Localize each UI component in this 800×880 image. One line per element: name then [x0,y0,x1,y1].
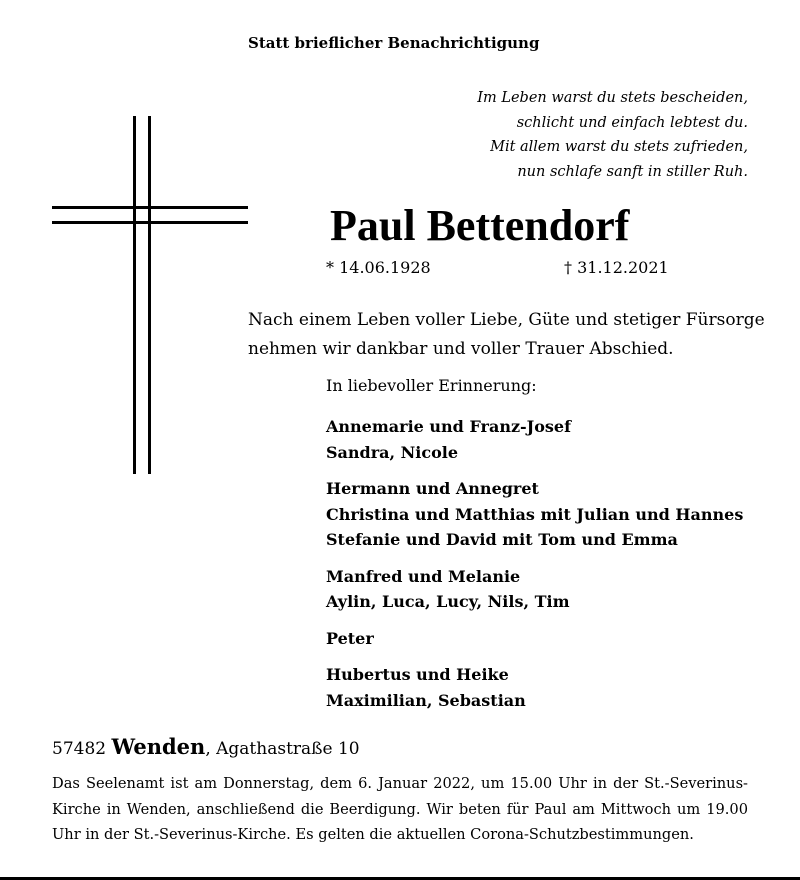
intro-line: Nach einem Leben voller Liebe, Güte und stetiger Fürsorge [248,310,765,330]
family-line: Hubertus und Heike [326,665,509,684]
cross-vertical-line [148,116,151,474]
family-line: Peter [326,628,374,648]
intro-text [248,306,765,364]
poem-line: nun schlafe sanft in stiller Ruh. [517,163,748,180]
poem [388,86,748,184]
address-zip: 57482 [52,739,107,759]
cross-horizontal-line [52,206,248,209]
address-city: Wenden [111,734,206,759]
cross-horizontal-line [52,221,248,224]
birth-date: * 14.06.1928 [326,258,431,277]
family-line: Stefanie und David mit Tom und Emma [326,530,678,549]
address-street: , Agathastraße 10 [205,739,360,759]
poem-line: schlicht und einfach lebtest du. [516,114,748,131]
family-group [326,414,743,465]
family-line: Sandra, Nicole [326,442,459,462]
deceased-name: Paul Bettendorf [330,201,630,250]
mourners-list [326,414,743,724]
family-line: Manfred und Melanie [326,566,521,586]
intro-line: nehmen wir dankbar und voller Trauer Abschied. [248,339,674,359]
notice-header: Statt brieflicher Benachrichtigung [248,34,540,52]
family-group [326,626,743,652]
address [52,734,360,759]
memory-line: In liebevoller Erinnerung: [326,376,537,395]
poem-line: Mit allem warst du stets zufrieden, [490,139,748,155]
funeral-details: Das Seelenamt ist am Donnerstag, dem 6. Januar 2022, um 15.00 Uhr in der St.-Severinus-Kirche in Wenden, anschließend die Beerdigung. Wir beten für Paul am Mittwoch um 19.00 Uhr in der St.-Severinus-Kirche. Es gelten die aktuellen Corona-Schutzbestimmungen. [52,775,748,843]
cross-vertical-line [133,116,136,474]
family-group [326,564,743,615]
family-line: Aylin, Luca, Lucy, Nils, Tim [326,592,570,611]
family-line: Maximilian, Sebastian [326,690,526,710]
family-line: Annemarie und Franz-Josef [326,417,571,436]
poem-line: Im Leben warst du stets bescheiden, [477,90,748,106]
cross-icon [52,116,248,474]
family-group [326,662,743,713]
family-line: Hermann und Annegret [326,479,539,498]
family-group [326,476,743,553]
family-line: Christina und Matthias mit Julian und Hannes [326,504,744,524]
death-date: † 31.12.2021 [564,258,669,277]
